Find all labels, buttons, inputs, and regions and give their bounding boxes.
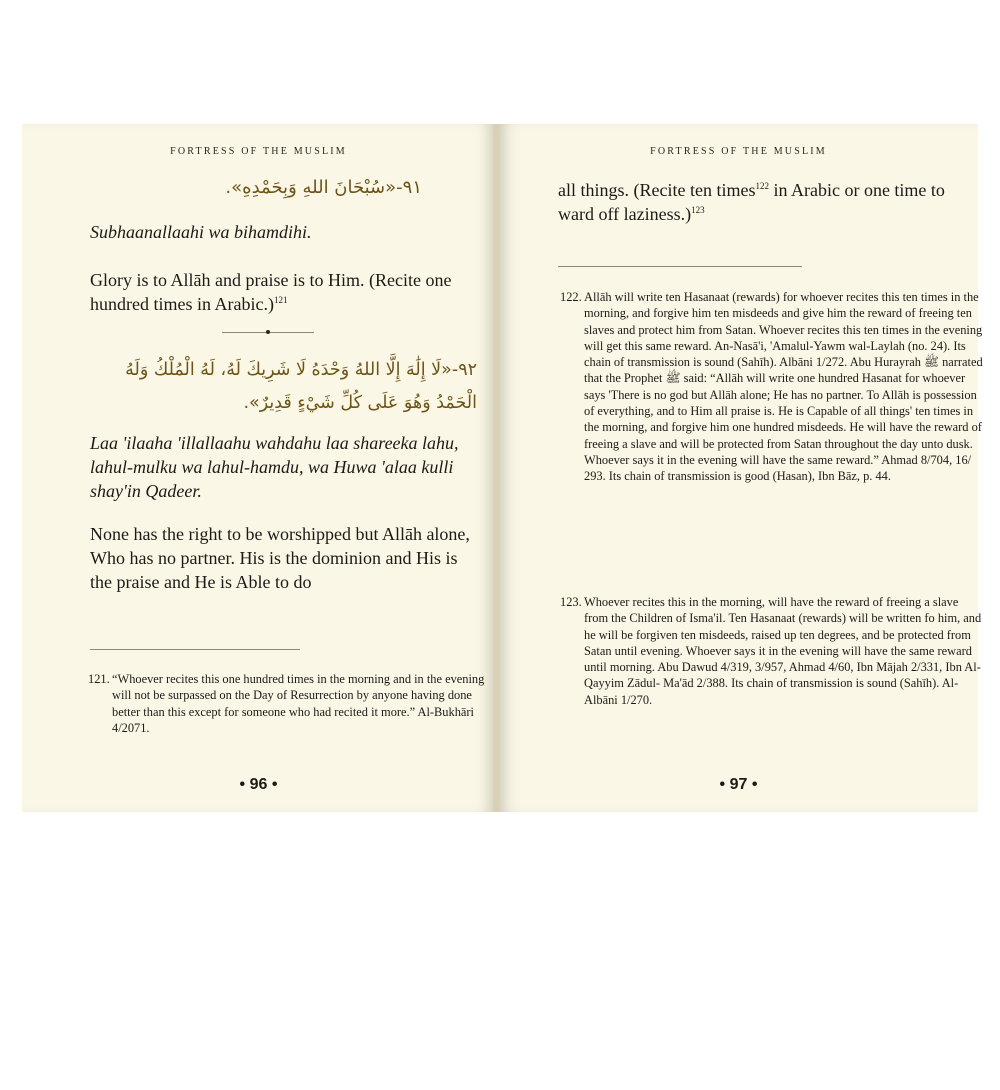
footnote-122 [560, 289, 984, 485]
running-head-right: FORTRESS OF THE MUSLIM [650, 146, 827, 157]
open-book [22, 124, 983, 812]
left-page [22, 124, 495, 812]
continuation-text-1: all things. (Recite ten times [558, 180, 756, 200]
running-head-left: FORTRESS OF THE MUSLIM [170, 146, 347, 157]
footnote-123-number: 123. [560, 595, 582, 609]
page-number-97: • 97 • [719, 776, 758, 793]
transliteration-92: Laa 'ilaaha 'illallaahu wahdahu laa shareeka lahu, lahul-mulku wa lahul-hamdu, wa Huwa 'alaa kulli shay'in Qadeer. [90, 433, 459, 501]
translation-92: None has the right to be worshipped but Allāh alone, Who has no partner. His is the dominion and His is the praise and He is Able to do [90, 524, 470, 592]
footnote-122-number: 122. [560, 290, 582, 304]
footnote-123 [560, 594, 984, 708]
right-page [499, 124, 983, 812]
arabic-dhikr-92-line-1: ٩٢-«لَا إِلَٰهَ إِلَّا اللهُ وَحْدَهُ لَا شَرِيكَ لَهُ، لَهُ الْمُلْكُ وَلَهُ [125, 360, 477, 380]
continuation-text-2: in Arabic or one time to ward off laziness.) [558, 180, 945, 224]
footnote-separator-right [558, 266, 802, 267]
footnote-ref-122: 122 [755, 181, 769, 191]
arabic-dhikr-91: ٩١-«سُبْحَانَ اللهِ وَبِحَمْدِهِ». [225, 177, 422, 198]
footnote-ref-123: 123 [691, 205, 705, 215]
footnote-122-text: Allāh will write ten Hasanaat (rewards) for whoever recites this ten times in the morning, and forgive him ten misdeeds and give him the reward of freeing ten slaves and protect him from Satan. Whoever recites this ten times in the evening will get this same reward. An-Nasā'i, 'Amalul-Yawm wal-Laylah (no. 24). Its chain of transmission is sound (Sahīh). Albāni 1/272. Abu Hurayrah ﷺ narrated that the Prophet ﷺ said: “Allāh will write one hundred Hasanat for whoever says 'There is no god but Allāh alone; He has no partner. To Allāh is possession of everything, and to Him all praise is. He is Capable of all things' ten times in the morning, and forgive him one hundred misdeeds. He will have the reward of freeing a slave and will be protected from Satan throughout the day unto dusk. Whoever says it in the evening will have the same reward.” Ahmad 8/704, 16/ 293. Its chain of transmission is good (Hasan), Ibn Bāz, p. 44. [584, 290, 983, 484]
footnote-ref-121: 121 [273, 295, 288, 305]
arabic-dhikr-92-line-2: الْحَمْدُ وَهُوَ عَلَى كُلِّ شَيْءٍ قَدِيرٌ». [243, 393, 477, 413]
transliteration-91: Subhaanallaahi wa bihamdihi. [90, 222, 312, 242]
translation-continuation [558, 178, 958, 226]
translation-91 [90, 268, 475, 316]
footnote-separator-left [90, 649, 300, 650]
footnote-123-text: Whoever recites this in the morning, will have the reward of freeing a slave from the Children of Isma'il. Ten Hasanaat (rewards) will be written fo him, and he will be forgiven ten misdeeds, raised up ten degrees, and be protected from Satan until evening. Whoever says it in the evening will have the same reward until morning. Abu Dawud 4/319, 3/957, Ahmad 4/60, Ibn Mājah 2/331, Ibn Al-Qayyim Zādul- Ma'ād 2/388. Its chain of transmission is sound (Sahīh). Al-Albāni 1/270. [584, 595, 982, 707]
translation-91-text: Glory is to Allāh and praise is to Him. (Recite one hundred times in Arabic.) [90, 270, 452, 314]
page-number-96: • 96 • [239, 776, 278, 793]
footnote-121 [88, 671, 492, 736]
footnote-121-number: 121. [88, 672, 110, 686]
ornament-dot [266, 330, 270, 334]
footnote-121-text: “Whoever recites this one hundred times in the morning and in the evening will not be surpassed on the Day of Resurrection by anyone having done better than this except for someone who had recited it more.” Al-Bukhāri 4/2071. [112, 672, 485, 735]
